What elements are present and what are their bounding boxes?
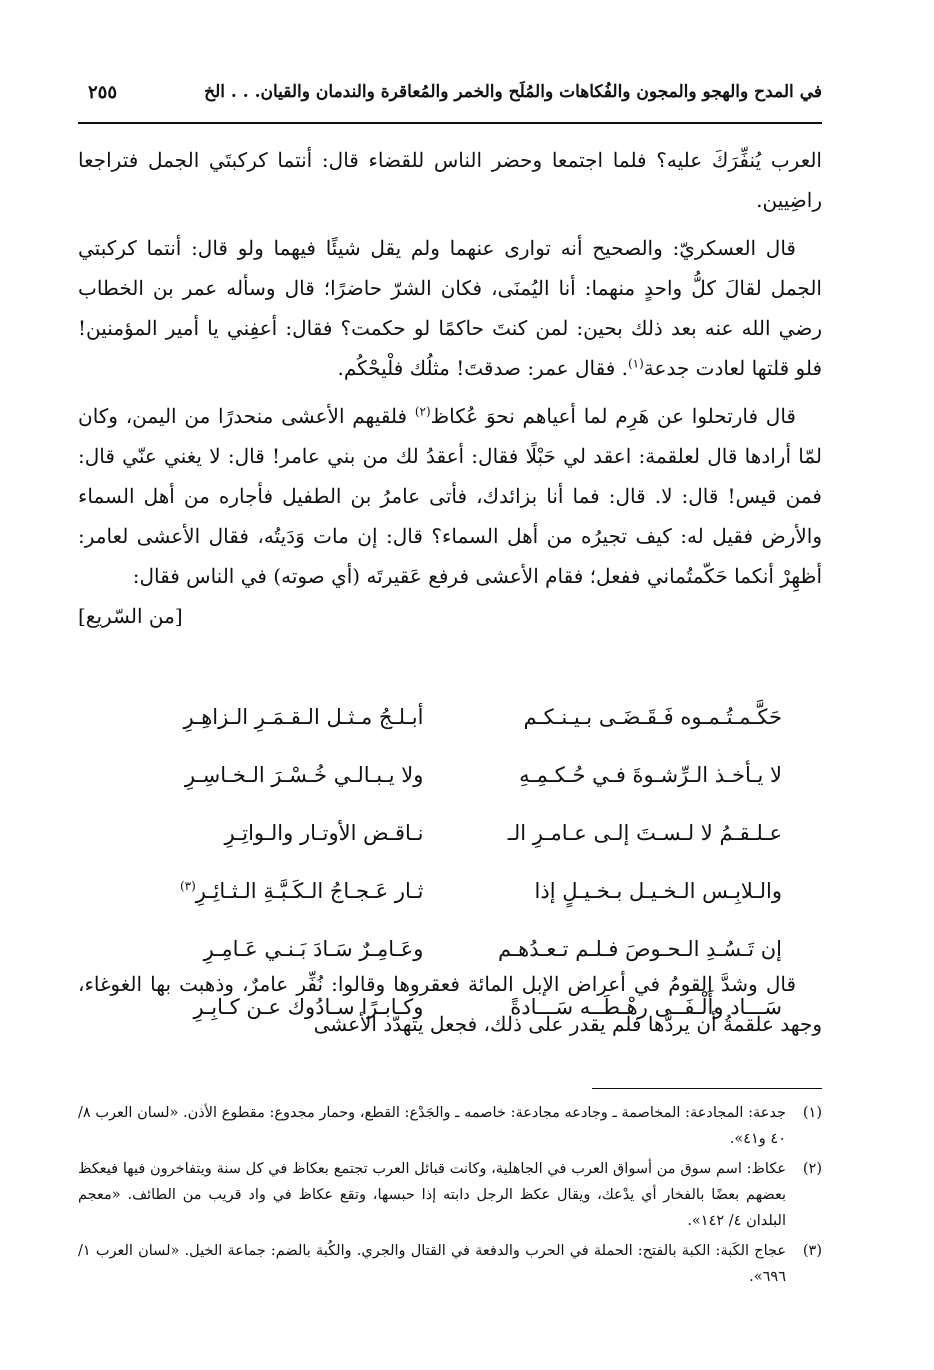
paragraph-2-end: . فقال عمر: صدقتَ! مثلُك فلْيحْكُم.	[337, 356, 628, 380]
footnote	[78, 1238, 822, 1290]
footnote	[78, 1156, 822, 1234]
verse-first-hemistich: لا يـأخـذ الـرِّشـوةَ فـي حُـكـمِـهِ	[519, 763, 782, 787]
header-rule	[78, 122, 822, 124]
running-header	[78, 82, 822, 120]
header-title: في المدح والهجو والمجون والفُكاهات والمُلَح والخمر والمُعاقرة والندمان والقيان. . . الخ	[204, 82, 822, 102]
paragraph-2	[78, 228, 822, 388]
footnote-rule	[592, 1088, 822, 1089]
footnotes	[78, 1100, 822, 1294]
verse-second-hemistich-text: ثـار عَـجـاجُ الـكَـبَّـةِ الـثـائِـرِ	[195, 879, 424, 903]
footnote-text: عكاظ: اسم سوق من أسواق العرب في الجاهلية، وكانت قبائل العرب تجتمع بعكاظ في كل سنة ويتفاخرون فيها فيعكظ بعضهم بعضًا بالفخار أي يدْعك، ويقال عكظ الرجل دابته إذا حبسها، وتقع عكاظ في واد قريب من الطائف. «معجم البلدان ٤/ ١٤٢».	[78, 1161, 786, 1229]
paragraph-2-text: قال العسكريّ: والصحيح أنه توارى عنهما ولم يقل شيئًا فيهما ولو قال: أنتما كركبتي الجمل لقالَ كلُّ واحدٍ منهما: أنا اليُمنَى، فكان الشرّ حاضرًا؛ قال وسأله عمر بن الخطاب رضي الله عنه بعد ذلك بحين: لمن كنتَ حاكمًا لو حكمت؟ فقال: أعفِني يا أمير المؤمنين! فلو قلتها لعادت جدعة	[78, 236, 822, 380]
closing-text	[78, 964, 822, 1044]
main-text	[78, 140, 822, 636]
footnote-ref-2[interactable]: (٢)	[414, 404, 431, 419]
verse-second-hemistich: وعَـامِـرٌ سَـادَ بَـنـي عَـامِـرِ	[203, 937, 424, 961]
footnote-number: (١)	[802, 1105, 822, 1121]
verse-first-hemistich: سَـــاد وأَلْـفَــى رهْـطَــه سَـــادةً	[510, 995, 782, 1019]
verse-first-hemistich: والـلابِـس الـخـيـل بـخـيـلٍ إذا	[534, 879, 782, 903]
verse-first-hemistich: عـلـقـمُ لا لـسـتَ إلـى عـامـرِ الـ	[507, 821, 782, 845]
paragraph-3-cont: فلقيهم الأعشى منحدرًا من اليمن، وكان لمّا أرادها قال لعلقمة: اعقد لي حَبْلًا فقال: أعقدُ لك من بني عامر! قال: لا يغني عنّي قال: فمن قيس! قال: لا. قال: فما أنا بزائدك، فأتى عامرُ بن الطفيل فأجاره من أهل السماء والأرض فقيل له: كيف تجيرُه من أهل السماء؟ قال: إن مات وَدَيتُه، فقال الأعشى لعامر: أظهِرْ أنكما حَكّمتُماني ففعل؛ فقام الأعشى فرفع عَقيرتَه (أي صوته) في الناس فقال:	[78, 404, 822, 588]
page-number: ٢٥٥	[88, 82, 118, 103]
verse-line	[118, 862, 782, 920]
footnote-text: جدعة: المجادعة: المخاصمة ـ وجادعه مجادعة: خاصمه ـ والجَدْع: القطع، وحمار مجدوع: مقطوع الأذن. «لسان العرب ٨/ ٤٠ و٤١».	[78, 1105, 786, 1147]
verse-first-hemistich: حَكَّـمـتُـمـوه فَـقَـضَـى بـيـنـكـم	[523, 705, 782, 729]
verse-line	[118, 688, 782, 746]
paragraph-3-text: قال فارتحلوا عن هَرِم لما أعياهم نحوَ عُكاظ	[430, 404, 796, 428]
verse-line	[118, 804, 782, 862]
footnote-ref-1[interactable]: (١)	[627, 356, 644, 371]
footnote-text: عجاج الكَبة: الكبة بالفتح: الحملة في الحرب والدفعة في القتال والجري. والكُبة بالضم: جماعة الخيل. «لسان العرب ١/ ٦٩٦».	[78, 1243, 786, 1285]
verse-second-hemistich: أبـلـجُ مـثـل الـقـمَـرِ الـزاهِـرِ	[183, 705, 424, 729]
poem-meter: [من السّريع]	[78, 604, 183, 628]
paragraph-1: العرب يُنفِّرَكَ عليه؟ فلما اجتمعا وحضر الناس للقضاء قال: أنتما كركبتَي الجمل فتراجعا راضِيين.	[78, 148, 822, 212]
footnote-number: (٢)	[802, 1161, 822, 1177]
verse-second-hemistich: وكـابـرًا سـادُوك عـن كـابِـرِ	[193, 995, 424, 1019]
paragraph-4: قال وشدَّ القومُ في أعراض الإبل المائة فعقروها وقالوا: نُفِّر عامرٌ، وذهبت بها الغوغاء، وجهد علقمةُ أن يردَّها فلم يقدر على ذلك، فجعل يتهدّد الأعشى	[78, 972, 822, 1036]
book-page	[78, 0, 822, 1370]
verse-second-hemistich: ولا يـبـالـي خُـسْـرَ الـخـاسِـرِ	[184, 763, 424, 787]
verse-second-hemistich	[118, 879, 423, 903]
verse-first-hemistich: إن تَـسُـدِ الـحـوصَ فـلـم تـعـدُهـم	[498, 937, 782, 961]
footnote	[78, 1100, 822, 1152]
footnote-ref-3[interactable]: (٣)	[179, 879, 196, 893]
paragraph-3	[78, 396, 822, 636]
verse-line	[118, 746, 782, 804]
verse-second-hemistich: نـاقـض الأوتـار والـواتِـرِ	[224, 821, 424, 845]
footnote-number: (٣)	[802, 1243, 822, 1259]
